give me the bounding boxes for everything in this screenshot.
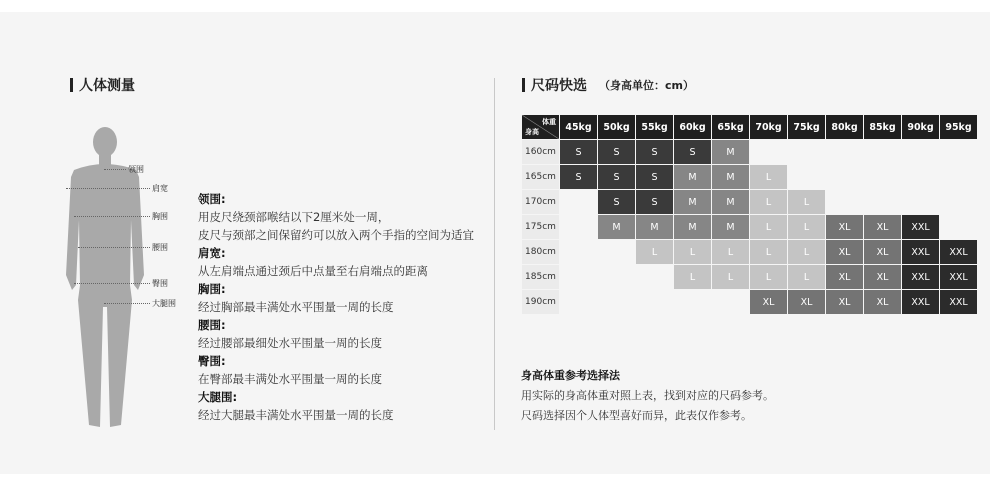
size-cell: M xyxy=(712,190,750,215)
empty-cell xyxy=(826,165,864,190)
empty-cell xyxy=(560,190,598,215)
desc-hip-heading: 臀围: xyxy=(198,354,226,368)
size-cell: M xyxy=(598,215,636,240)
size-quick-select-title: 尺码快选 （身高单位：cm） xyxy=(522,75,694,95)
empty-cell xyxy=(636,265,674,290)
empty-cell xyxy=(902,190,940,215)
size-cell: XL xyxy=(864,265,902,290)
hip-dotted-line xyxy=(74,283,150,284)
empty-cell xyxy=(864,165,902,190)
weight-header-85kg: 85kg xyxy=(864,115,902,140)
size-cell: XXL xyxy=(902,240,940,265)
desc-neck-line2: 皮尺与颈部之间保留约可以放入两个手指的空间为适宜 xyxy=(198,228,474,242)
desc-waist-heading: 腰围: xyxy=(198,318,226,332)
desc-chest-heading: 胸围: xyxy=(198,282,226,296)
size-cell: L xyxy=(788,265,826,290)
size-cell: XXL xyxy=(940,265,978,290)
chest-dotted-line xyxy=(74,216,150,217)
size-cell: L xyxy=(750,190,788,215)
empty-cell xyxy=(826,140,864,165)
size-chart-table xyxy=(521,114,978,315)
size-row-160cm xyxy=(522,140,978,165)
size-cell: L xyxy=(674,240,712,265)
desc-shoulder-text: 从左肩端点通过颈后中点量至右肩端点的距离 xyxy=(198,264,428,278)
height-unit-note: （身高单位：cm） xyxy=(599,79,694,92)
desc-chest-text: 经过胸部最丰满处水平围量一周的长度 xyxy=(198,300,394,314)
size-cell: S xyxy=(674,140,712,165)
size-cell: L xyxy=(674,265,712,290)
empty-cell xyxy=(788,165,826,190)
weight-header-70kg: 70kg xyxy=(750,115,788,140)
title-bar-marker xyxy=(70,78,73,92)
notes-line-2: 尺码选择因个人体型喜好而异，此表仅作参考。 xyxy=(521,409,752,422)
size-cell: M xyxy=(674,165,712,190)
empty-cell xyxy=(560,215,598,240)
empty-cell xyxy=(598,290,636,315)
empty-cell xyxy=(674,290,712,315)
size-cell: XXL xyxy=(902,265,940,290)
size-row-170cm xyxy=(522,190,978,215)
empty-cell xyxy=(636,290,674,315)
size-cell: XL xyxy=(826,265,864,290)
title-bar-marker xyxy=(522,78,525,92)
label-thigh: 大腿围 xyxy=(152,299,176,308)
size-cell: L xyxy=(712,265,750,290)
weight-header-90kg: 90kg xyxy=(902,115,940,140)
desc-thigh-text: 经过大腿最丰满处水平围量一周的长度 xyxy=(198,408,394,422)
weight-header-75kg: 75kg xyxy=(788,115,826,140)
size-cell: XL xyxy=(864,290,902,315)
table-corner-cell xyxy=(522,115,560,140)
desc-waist-text: 经过腰部最细处水平围量一周的长度 xyxy=(198,336,382,350)
size-cell: M xyxy=(674,190,712,215)
size-cell: XL xyxy=(864,215,902,240)
desc-neck-heading: 领围: xyxy=(198,192,226,206)
neck-dotted-line xyxy=(104,169,126,170)
size-cell: M xyxy=(674,215,712,240)
notes-line-1: 用实际的身高体重对照上表，找到对应的尺码参考。 xyxy=(521,389,774,402)
size-row-190cm xyxy=(522,290,978,315)
section-divider xyxy=(494,78,495,430)
size-cell: XL xyxy=(826,290,864,315)
label-chest: 胸围 xyxy=(152,212,168,221)
empty-cell xyxy=(902,140,940,165)
size-cell: L xyxy=(788,215,826,240)
corner-height-label: 身高 xyxy=(525,128,539,136)
size-cell: M xyxy=(712,165,750,190)
empty-cell xyxy=(940,165,978,190)
notes-title: 身高体重参考选择法 xyxy=(521,369,620,382)
size-row-175cm xyxy=(522,215,978,240)
size-cell: XL xyxy=(864,240,902,265)
size-cell: M xyxy=(636,215,674,240)
weight-header-65kg: 65kg xyxy=(712,115,750,140)
size-cell: L xyxy=(636,240,674,265)
empty-cell xyxy=(864,190,902,215)
desc-thigh-heading: 大腿围: xyxy=(198,390,238,404)
empty-cell xyxy=(598,265,636,290)
empty-cell xyxy=(560,290,598,315)
size-cell: S xyxy=(598,140,636,165)
size-cell: L xyxy=(788,190,826,215)
weight-header-row xyxy=(522,115,978,140)
height-label-180cm: 180cm xyxy=(522,240,560,265)
size-cell: XL xyxy=(826,240,864,265)
shoulder-dotted-line xyxy=(66,188,150,189)
desc-hip-text: 在臀部最丰满处水平围量一周的长度 xyxy=(198,372,382,386)
label-neck: 领围 xyxy=(128,165,144,174)
label-waist: 腰围 xyxy=(152,243,168,252)
empty-cell xyxy=(750,140,788,165)
desc-shoulder-heading: 肩宽: xyxy=(198,246,226,260)
size-cell: XXL xyxy=(940,240,978,265)
size-cell: S xyxy=(636,140,674,165)
empty-cell xyxy=(864,140,902,165)
height-label-190cm: 190cm xyxy=(522,290,560,315)
desc-neck-line1: 用皮尺绕颈部喉结以下2厘米处一周， xyxy=(198,210,390,224)
measurement-descriptions xyxy=(198,190,488,424)
empty-cell xyxy=(560,265,598,290)
empty-cell xyxy=(712,290,750,315)
size-cell: S xyxy=(560,165,598,190)
size-cell: S xyxy=(598,165,636,190)
empty-cell xyxy=(560,240,598,265)
size-cell: L xyxy=(788,240,826,265)
height-label-160cm: 160cm xyxy=(522,140,560,165)
waist-dotted-line xyxy=(78,247,150,248)
size-cell: L xyxy=(712,240,750,265)
size-cell: S xyxy=(636,165,674,190)
size-cell: M xyxy=(712,215,750,240)
empty-cell xyxy=(598,240,636,265)
height-label-170cm: 170cm xyxy=(522,190,560,215)
weight-header-60kg: 60kg xyxy=(674,115,712,140)
size-cell: L xyxy=(750,215,788,240)
weight-header-80kg: 80kg xyxy=(826,115,864,140)
height-label-185cm: 185cm xyxy=(522,265,560,290)
body-measurement-title: 人体测量 xyxy=(70,75,135,95)
size-cell: L xyxy=(750,265,788,290)
empty-cell xyxy=(940,190,978,215)
weight-header-95kg: 95kg xyxy=(940,115,978,140)
empty-cell xyxy=(788,140,826,165)
size-cell: M xyxy=(712,140,750,165)
corner-weight-label: 体重 xyxy=(542,118,556,126)
height-label-175cm: 175cm xyxy=(522,215,560,240)
label-shoulder: 肩宽 xyxy=(152,184,168,193)
weight-header-50kg: 50kg xyxy=(598,115,636,140)
size-row-185cm xyxy=(522,265,978,290)
size-cell: L xyxy=(750,240,788,265)
label-hip: 臀围 xyxy=(152,279,168,288)
empty-cell xyxy=(902,165,940,190)
size-cell: L xyxy=(750,165,788,190)
size-cell: XXL xyxy=(940,290,978,315)
weight-header-55kg: 55kg xyxy=(636,115,674,140)
empty-cell xyxy=(940,140,978,165)
thigh-dotted-line xyxy=(104,303,150,304)
size-cell: XL xyxy=(788,290,826,315)
size-cell: S xyxy=(636,190,674,215)
reference-notes xyxy=(521,366,774,426)
size-cell: XXL xyxy=(902,215,940,240)
empty-cell xyxy=(940,215,978,240)
size-row-165cm xyxy=(522,165,978,190)
empty-cell xyxy=(826,190,864,215)
size-cell: XL xyxy=(826,215,864,240)
size-cell: S xyxy=(598,190,636,215)
height-label-165cm: 165cm xyxy=(522,165,560,190)
size-row-180cm xyxy=(522,240,978,265)
size-cell: XL xyxy=(750,290,788,315)
weight-header-45kg: 45kg xyxy=(560,115,598,140)
size-cell: S xyxy=(560,140,598,165)
size-cell: XXL xyxy=(902,290,940,315)
